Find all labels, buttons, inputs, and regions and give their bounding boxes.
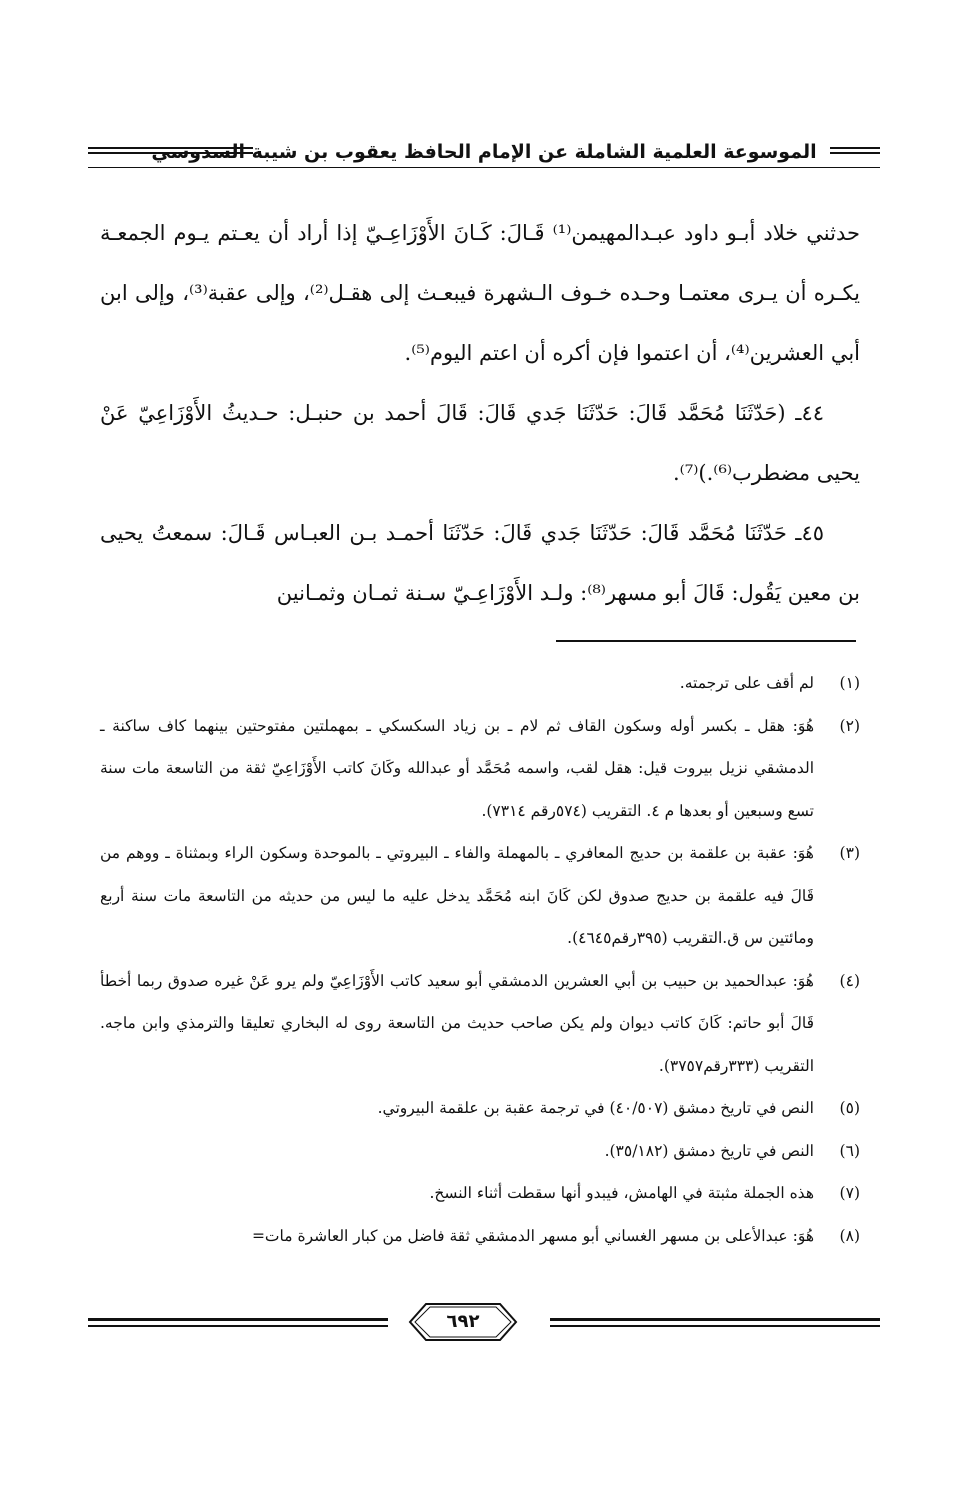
footnote-number: (١) bbox=[839, 674, 860, 692]
footnote-text: هُوَ: عقبة بن علقمة بن حديج المعافري ـ بالمهملة والفاء ـ البيروتي ـ بالموحدة وسكون الراء وبمثناة ـ ووهم من قَالَ فيه علقمة بن حديج صدوق لكن كَانَ ابنه مُحَمَّد يدخل عليه ما ليس من حديثه من التاسعة مات سنة أربع ومائتين س ق.التقريب (٣٩٥رقم٤٦٤٥). bbox=[100, 844, 814, 947]
footnote-text: هذه الجملة مثبتة في الهامش، فيبدو أنها سقطت أثناء النسخ. bbox=[429, 1184, 814, 1202]
footnote-6 bbox=[100, 1130, 860, 1173]
footnote-text: النص في تاريخ دمشق (٤٠/٥٠٧) في ترجمة عقبة بن علقمة البيروتي. bbox=[377, 1099, 814, 1117]
footnote-text: لم أقف على ترجمته. bbox=[679, 674, 814, 692]
footnote-5 bbox=[100, 1087, 860, 1130]
footnote-1 bbox=[100, 662, 860, 705]
footnote-text: هُوَ: هقل ـ بكسر أوله وسكون القاف ثم لام ـ بن زياد السكسكي ـ بمهملتين مفتوحتين بينهما كاف ساكنة ـ الدمشقي نزيل بيروت قيل: هقل لقب، واسمه مُحَمَّد أو عبدالله وكَانَ كاتب الأَوْزَاعِيّ ثقة من التاسعة مات سنة تسع وسبعين أو بعدها م ٤. التقريب (٥٧٤رقم ٧٣١٤). bbox=[100, 716, 814, 820]
page-number-badge bbox=[408, 1302, 518, 1342]
footnote-2 bbox=[100, 705, 860, 833]
footnote-number: (٧) bbox=[839, 1184, 860, 1202]
footnote-number: (٥) bbox=[839, 1099, 860, 1117]
footer-rule-left bbox=[88, 1318, 388, 1327]
footnote-number: (٨) bbox=[839, 1226, 860, 1245]
page-footer bbox=[88, 1296, 880, 1354]
paragraph-2: ٤٤ـ (حَدّثَنَا مُحَمَّد قَالَ: حَدّثَنَا جَدي قَالَ: قَالَ أحمد بن حنبـل: حـديثُ الأَوْزَاعِيّ عَنْ يحيى مضطرب⁽⁶⁾.)⁽⁷⁾. bbox=[100, 401, 860, 485]
footnote-4 bbox=[100, 960, 860, 1088]
paragraph-1: حدثني خلاد أبـو داود عبـدالمهيمن⁽¹⁾ قَـالَ: كَـانَ الأَوْزَاعِـيّ إذا أراد أن يعـتم يـوم الجمعـة يكـره أن يـرى معتمـا وحـده خـوف الـشهرة فيبعـث إلى هقـل⁽²⁾، وإلى عقبة⁽³⁾، وإلى ابن أبي العشرين⁽⁴⁾، أن اعتموا فإن أكره أن اعتم اليوم⁽⁵⁾. bbox=[100, 221, 860, 365]
footnote-3 bbox=[100, 832, 860, 960]
footnote-number: (٢) bbox=[839, 716, 860, 735]
footnote-text: هُوَ: عبدالحميد بن حبيب بن أبي العشرين الدمشقي أبو سعيد كاتب الأَوْزَاعِيّ ولم يرو عَنْ غيره صدوق ربما أخطأ قَالَ أبو حاتم: كَانَ كاتب ديوان ولم يكن صاحب حديث من التاسعة روى له البخاري تعليقا والترمذي وابن ماجه. التقريب (٣٣٣رقم٣٧٥٧). bbox=[100, 971, 814, 1075]
footnote-number: (٤) bbox=[839, 971, 860, 990]
running-header bbox=[88, 136, 880, 172]
footnote-separator bbox=[556, 640, 856, 642]
paragraph-3: ٤٥ـ حَدّثَنَا مُحَمَّد قَالَ: حَدّثَنَا جَدي قَالَ: حَدّثَنَا أحمـد بـن العبـاس قَـالَ: سمعتُ يحيى بن معين يَقُول: قَالَ أبو مسهر⁽⁸⁾: ولـد الأَوْزَاعِـيّ سـنة ثمـان وثمـانين bbox=[100, 521, 860, 605]
footnote-8 bbox=[100, 1215, 860, 1258]
footnote-7 bbox=[100, 1172, 860, 1215]
header-underline bbox=[88, 167, 880, 168]
footnote-text: النص في تاريخ دمشق (٣٥/١٨٢). bbox=[604, 1141, 814, 1160]
page-number: ٦٩٢ bbox=[446, 1311, 480, 1332]
main-text bbox=[100, 203, 860, 623]
footnote-text: هُوَ: عبدالأعلى بن مسهر الغساني أبو مسهر الدمشقي ثقة فاضل من كبار العاشرة مات= bbox=[251, 1226, 814, 1245]
header-rule-right bbox=[830, 147, 880, 154]
footer-rule-right bbox=[550, 1318, 880, 1327]
header-title: الموسوعة العلمية الشاملة عن الإمام الحافظ يعقوب بن شيبة السدوسي bbox=[151, 141, 817, 163]
footnotes bbox=[100, 662, 860, 1257]
footnote-number: (٣) bbox=[839, 844, 860, 862]
footnote-number: (٦) bbox=[839, 1141, 860, 1160]
